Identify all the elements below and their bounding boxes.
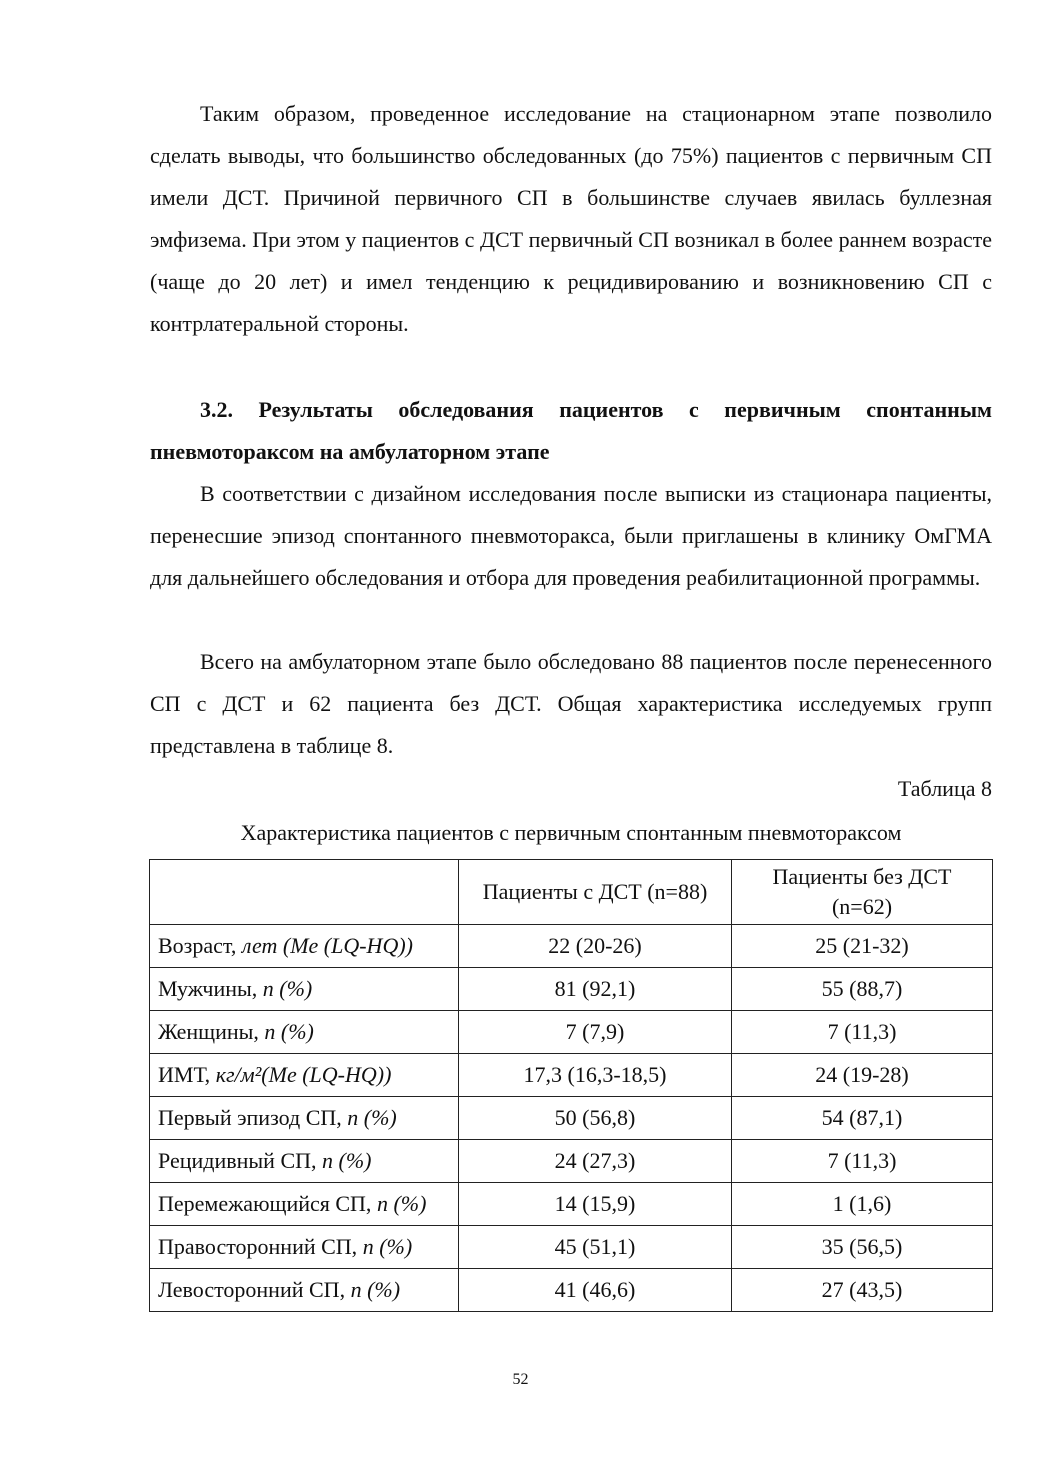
row-label: Мужчины,	[158, 976, 258, 1001]
table-row	[150, 1226, 993, 1269]
row-label: Женщины,	[158, 1019, 259, 1044]
conclusion-block	[150, 93, 992, 345]
cell-dst-value: 41 (46,6)	[459, 1269, 732, 1312]
row-label-cell	[150, 1054, 459, 1097]
header-cell-dst: Пациенты с ДСТ (n=88)	[459, 860, 732, 925]
total-paragraph: Всего на амбулаторном этапе было обследовано 88 пациентов после перенесенного СП с ДСТ и 62 пациента без ДСТ. Общая характеристика исследуемых групп представлена в таблице 8.	[150, 649, 992, 758]
row-label-cell	[150, 1011, 459, 1054]
cell-dst-value: 22 (20-26)	[459, 925, 732, 968]
table-row	[150, 1140, 993, 1183]
table-row	[150, 1011, 993, 1054]
design-block	[150, 473, 992, 599]
row-unit: n (%)	[376, 1191, 427, 1216]
cell-no-dst-value: 54 (87,1)	[732, 1097, 993, 1140]
row-label: Возраст,	[158, 933, 237, 958]
row-unit: n (%)	[262, 976, 313, 1001]
row-label: Левосторонний СП,	[158, 1277, 346, 1302]
table-row	[150, 1269, 993, 1312]
total-block	[150, 641, 992, 767]
section-heading-block	[150, 389, 992, 473]
table-header-row	[150, 860, 993, 925]
row-unit: n (%)	[347, 1105, 397, 1130]
table-row	[150, 1183, 993, 1226]
header-cell-empty	[150, 860, 459, 925]
row-label-cell	[150, 1269, 459, 1312]
cell-no-dst-value: 7 (11,3)	[732, 1140, 993, 1183]
row-label-cell	[150, 925, 459, 968]
cell-dst-value: 17,3 (16,3-18,5)	[459, 1054, 732, 1097]
row-label-cell	[150, 968, 459, 1011]
row-unit: лет (Me (LQ-HQ))	[241, 933, 413, 958]
table-body	[150, 925, 993, 1312]
cell-no-dst-value: 55 (88,7)	[732, 968, 993, 1011]
cell-dst-value: 50 (56,8)	[459, 1097, 732, 1140]
row-label: Рецидивный СП,	[158, 1148, 317, 1173]
cell-dst-value: 7 (7,9)	[459, 1011, 732, 1054]
table-row	[150, 925, 993, 968]
header-cell-no-dst: Пациенты без ДСТ (n=62)	[732, 860, 993, 925]
row-label: ИМТ,	[158, 1062, 211, 1087]
row-unit: n (%)	[350, 1277, 401, 1302]
row-label-cell	[150, 1140, 459, 1183]
row-unit: n (%)	[362, 1234, 413, 1259]
cell-no-dst-value: 1 (1,6)	[732, 1183, 993, 1226]
cell-dst-value: 45 (51,1)	[459, 1226, 732, 1269]
row-label: Правосторонний СП,	[158, 1234, 358, 1259]
design-paragraph: В соответствии с дизайном исследования после выписки из стационара пациенты, перенесшие эпизод спонтанного пневмоторакса, были приглашены в клинику ОмГМА для дальнейшего обследования и отбора для проведения реабилитационной программы.	[150, 481, 992, 590]
cell-dst-value: 24 (27,3)	[459, 1140, 732, 1183]
table-label: Таблица 8	[897, 776, 992, 801]
section-heading: 3.2. Результаты обследования пациентов с первичным спонтанным пневмотораксом на амбулаторном этапе	[150, 397, 992, 464]
page-number: 52	[512, 1371, 529, 1388]
cell-dst-value: 14 (15,9)	[459, 1183, 732, 1226]
row-unit: n (%)	[264, 1019, 314, 1044]
cell-no-dst-value: 24 (19-28)	[732, 1054, 993, 1097]
row-label-cell	[150, 1097, 459, 1140]
row-label: Первый эпизод СП,	[158, 1105, 342, 1130]
cell-no-dst-value: 25 (21-32)	[732, 925, 993, 968]
row-unit: кг/м²(Me (LQ-HQ))	[215, 1062, 392, 1087]
row-label-cell	[150, 1183, 459, 1226]
conclusion-paragraph: Таким образом, проведенное исследование на стационарном этапе позволило сделать выводы, что большинство обследованных (до 75%) пациентов с первичным СП имели ДСТ. Причиной первичного СП в большинстве случаев явилась буллезная эмфизема. При этом у пациентов с ДСТ первичный СП возникал в более раннем возрасте (чаще до 20 лет) и имел тенденцию к рецидивированию и возникновению СП с контрлатеральной стороны.	[150, 101, 992, 336]
table-row	[150, 1054, 993, 1097]
row-unit: n (%)	[322, 1148, 372, 1173]
table-row	[150, 1097, 993, 1140]
cell-no-dst-value: 7 (11,3)	[732, 1011, 993, 1054]
patient-characteristics-table	[149, 859, 993, 1312]
row-label: Перемежающийся СП,	[158, 1191, 372, 1216]
cell-dst-value: 81 (92,1)	[459, 968, 732, 1011]
table-row	[150, 968, 993, 1011]
row-label-cell	[150, 1226, 459, 1269]
table-caption: Характеристика пациентов с первичным спонтанным пневмотораксом	[240, 820, 902, 845]
cell-no-dst-value: 27 (43,5)	[732, 1269, 993, 1312]
cell-no-dst-value: 35 (56,5)	[732, 1226, 993, 1269]
